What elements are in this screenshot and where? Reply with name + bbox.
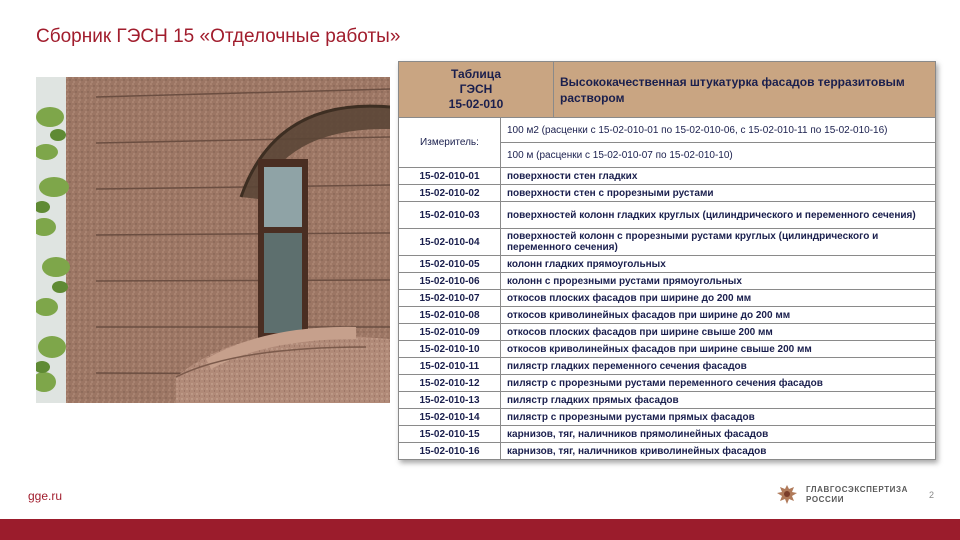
table-row — [399, 409, 936, 426]
row-desc: откосов плоских фасадов при ширине до 200 мм — [501, 290, 936, 307]
table-row — [399, 229, 936, 256]
row-desc: пилястр гладких прямых фасадов — [501, 392, 936, 409]
row-desc: колонн гладких прямоугольных — [501, 256, 936, 273]
row-code: 15-02-010-12 — [399, 375, 501, 392]
row-desc: откосов плоских фасадов при ширине свыше 200 мм — [501, 324, 936, 341]
row-desc: поверхностей колонн гладких круглых (цилиндрического и переменного сечения) — [501, 202, 936, 229]
slide-title: Сборник ГЭСН 15 «Отделочные работы» — [36, 26, 401, 47]
row-desc: поверхности стен гладких — [501, 168, 936, 185]
row-desc: колонн с прорезными рустами прямоугольных — [501, 273, 936, 290]
measure-row — [399, 118, 936, 143]
measure-label: Измеритель: — [399, 118, 501, 168]
table-row — [399, 443, 936, 460]
row-code: 15-02-010-03 — [399, 202, 501, 229]
row-code: 15-02-010-15 — [399, 426, 501, 443]
measure-value: 100 м2 (расценки с 15-02-010-01 по 15-02-010-06, с 15-02-010-11 по 15-02-010-16) — [501, 118, 936, 143]
table-row — [399, 375, 936, 392]
table-code-cell — [399, 62, 554, 118]
table-row — [399, 185, 936, 202]
row-desc: поверхностей колонн с прорезными рустами круглых (цилиндрического и переменного сечения) — [501, 229, 936, 256]
row-code: 15-02-010-14 — [399, 409, 501, 426]
bottom-bar — [0, 519, 960, 540]
measure-value: 100 м (расценки с 15-02-010-07 по 15-02-010-10) — [501, 143, 936, 168]
row-desc: откосов криволинейных фасадов при ширине свыше 200 мм — [501, 341, 936, 358]
row-code: 15-02-010-01 — [399, 168, 501, 185]
table-code-line: 15-02-010 — [448, 97, 504, 111]
table-row — [399, 202, 936, 229]
row-desc: карнизов, тяг, наличников прямолинейных фасадов — [501, 426, 936, 443]
row-code: 15-02-010-16 — [399, 443, 501, 460]
table-row — [399, 358, 936, 375]
logo-text-line: ГЛАВГОСЭКСПЕРТИЗА — [806, 485, 909, 494]
table-row — [399, 168, 936, 185]
table-row — [399, 307, 936, 324]
table-row — [399, 392, 936, 409]
row-desc: карнизов, тяг, наличников криволинейных фасадов — [501, 443, 936, 460]
table-title-cell: Высококачественная штукатурка фасадов терразитовым раствором — [554, 62, 936, 118]
table-row — [399, 341, 936, 358]
row-code: 15-02-010-10 — [399, 341, 501, 358]
row-desc: пилястр с прорезными рустами переменного сечения фасадов — [501, 375, 936, 392]
logo — [774, 482, 908, 508]
table-code-line: Таблица — [450, 67, 501, 81]
row-code: 15-02-010-04 — [399, 229, 501, 256]
table-row — [399, 290, 936, 307]
row-code: 15-02-010-07 — [399, 290, 501, 307]
row-desc: пилястр гладких переменного сечения фасадов — [501, 358, 936, 375]
table-row — [399, 324, 936, 341]
table-row — [399, 256, 936, 273]
row-desc: пилястр с прорезными рустами прямых фасадов — [501, 409, 936, 426]
logo-text-line: РОССИИ — [806, 495, 845, 504]
table-code-line: ГЭСН — [459, 82, 493, 96]
row-code: 15-02-010-11 — [399, 358, 501, 375]
row-code: 15-02-010-08 — [399, 307, 501, 324]
site-link[interactable]: gge.ru — [28, 489, 63, 503]
page-number: 2 — [929, 490, 935, 500]
row-desc: откосов криволинейных фасадов при ширине до 200 мм — [501, 307, 936, 324]
table-row — [399, 426, 936, 443]
table-header-row — [399, 62, 936, 118]
row-code: 15-02-010-05 — [399, 256, 501, 273]
row-code: 15-02-010-02 — [399, 185, 501, 202]
table-row — [399, 273, 936, 290]
row-code: 15-02-010-06 — [399, 273, 501, 290]
eagle-emblem-icon — [774, 482, 800, 508]
row-code: 15-02-010-13 — [399, 392, 501, 409]
row-desc: поверхности стен с прорезными рустами — [501, 185, 936, 202]
facade-photo — [36, 77, 390, 403]
row-code: 15-02-010-09 — [399, 324, 501, 341]
gesn-table — [398, 61, 936, 460]
